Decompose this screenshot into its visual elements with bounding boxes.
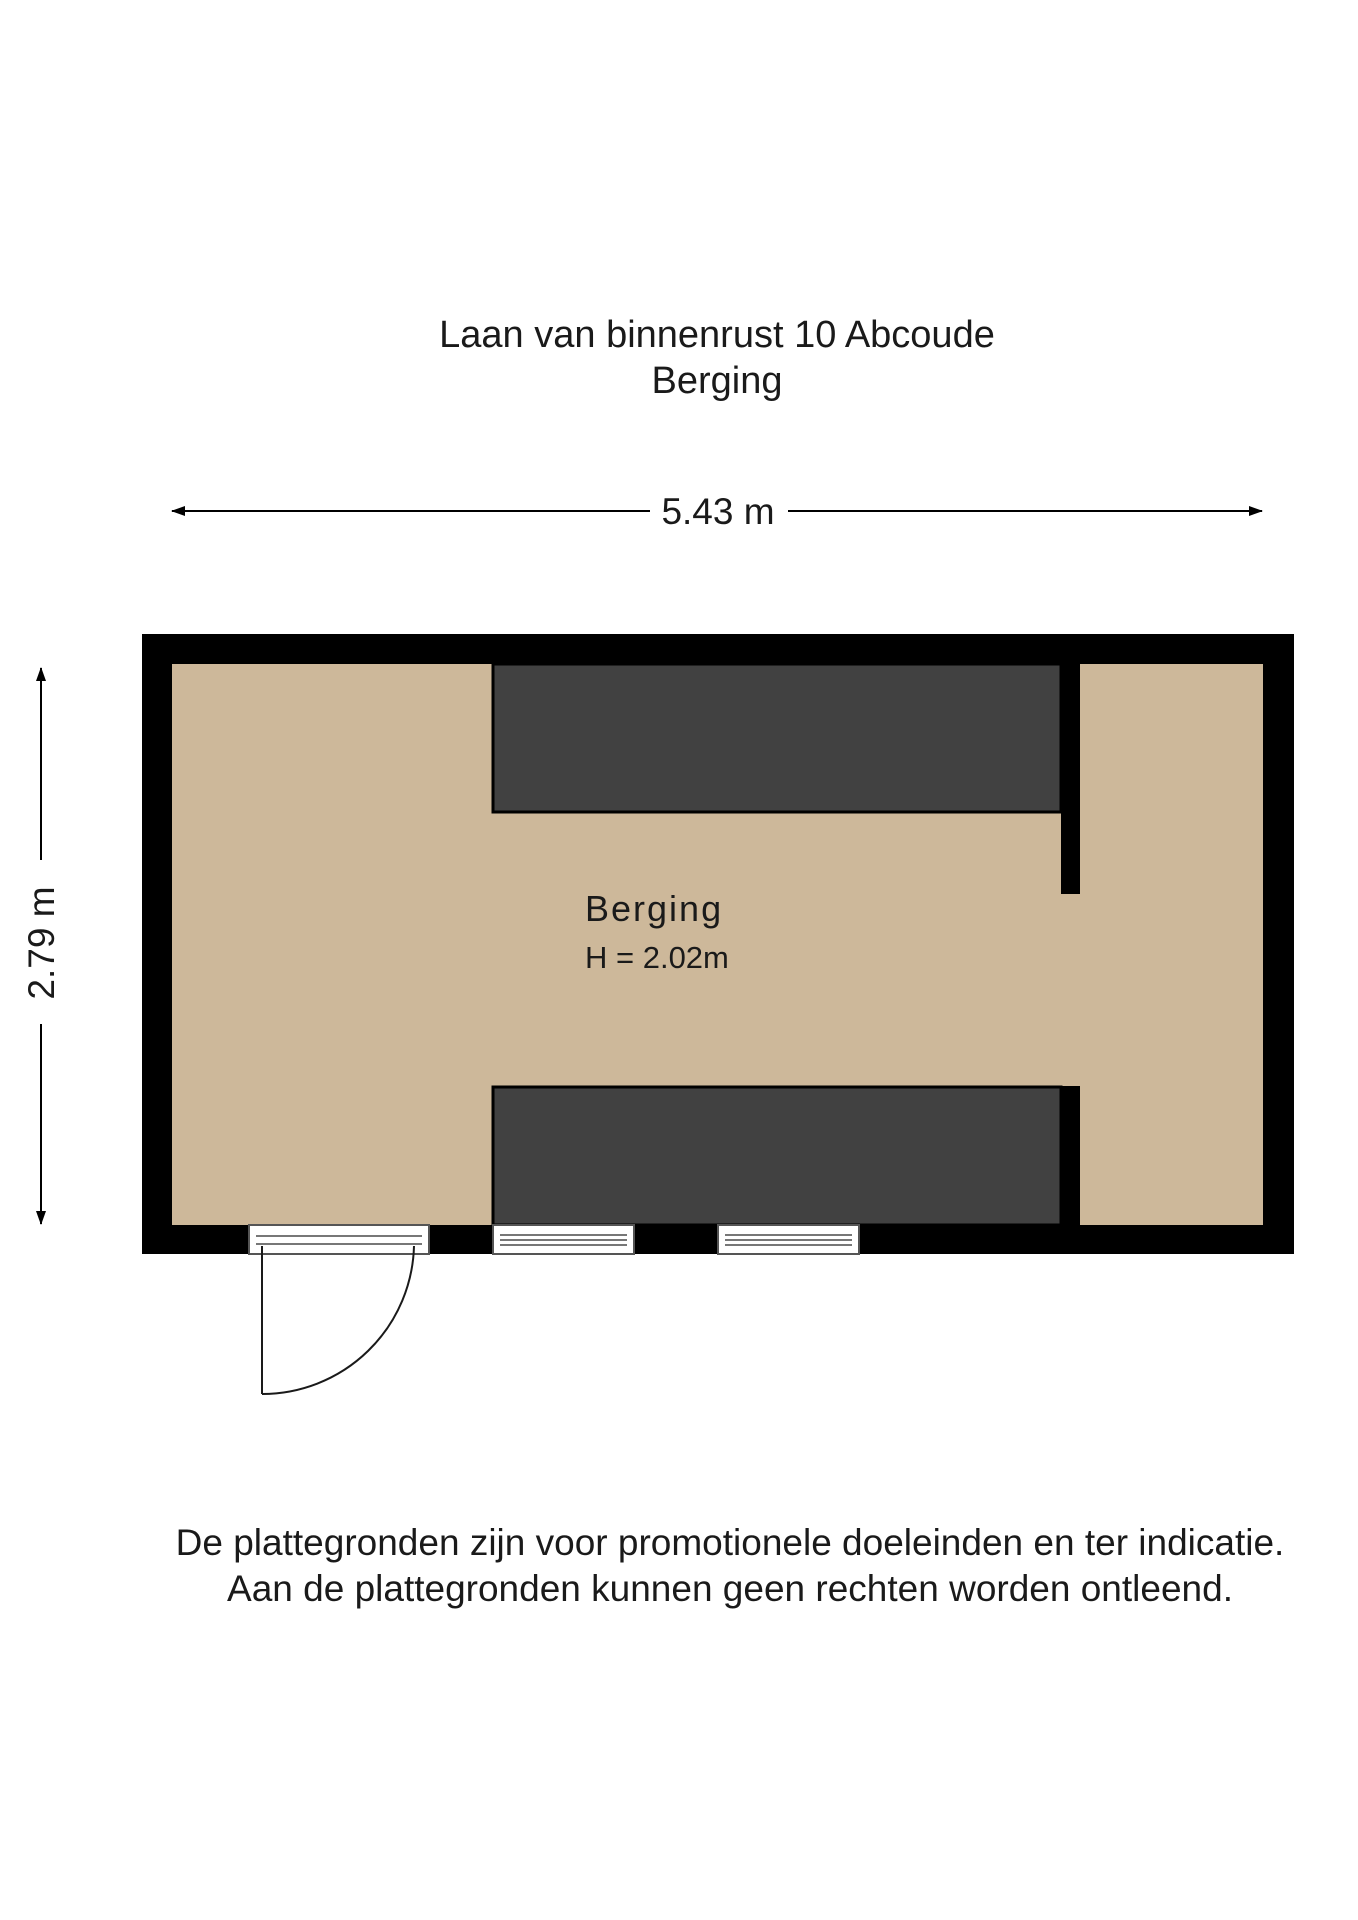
room-height-label: H = 2.02m [585,940,729,975]
window-2 [718,1225,859,1254]
width-dimension [172,491,1262,532]
door [249,1225,429,1394]
disclaimer-line-2: Aan de plattegronden kunnen geen rechten worden ontleend. [227,1568,1233,1609]
floor-subtitle: Berging [651,360,783,402]
width-label: 5.43 m [661,491,775,532]
partition-wall-bottom [1061,1086,1080,1225]
top-shelving [493,664,1061,812]
room-name-label: Berging [585,888,724,929]
door-opening [249,1225,429,1254]
disclaimer [0,1520,1358,1612]
height-dimension [21,668,62,1224]
partition-wall-top [1061,664,1080,894]
bottom-shelving [493,1087,1061,1225]
door-swing-arc [262,1246,414,1394]
address-title: Laan van binnenrust 10 Abcoude [439,314,995,356]
height-label: 2.79 m [21,886,62,1000]
window-1 [493,1225,634,1254]
disclaimer-line-1: De plattegronden zijn voor promotionele doeleinden en ter indicatie. [175,1522,1285,1563]
